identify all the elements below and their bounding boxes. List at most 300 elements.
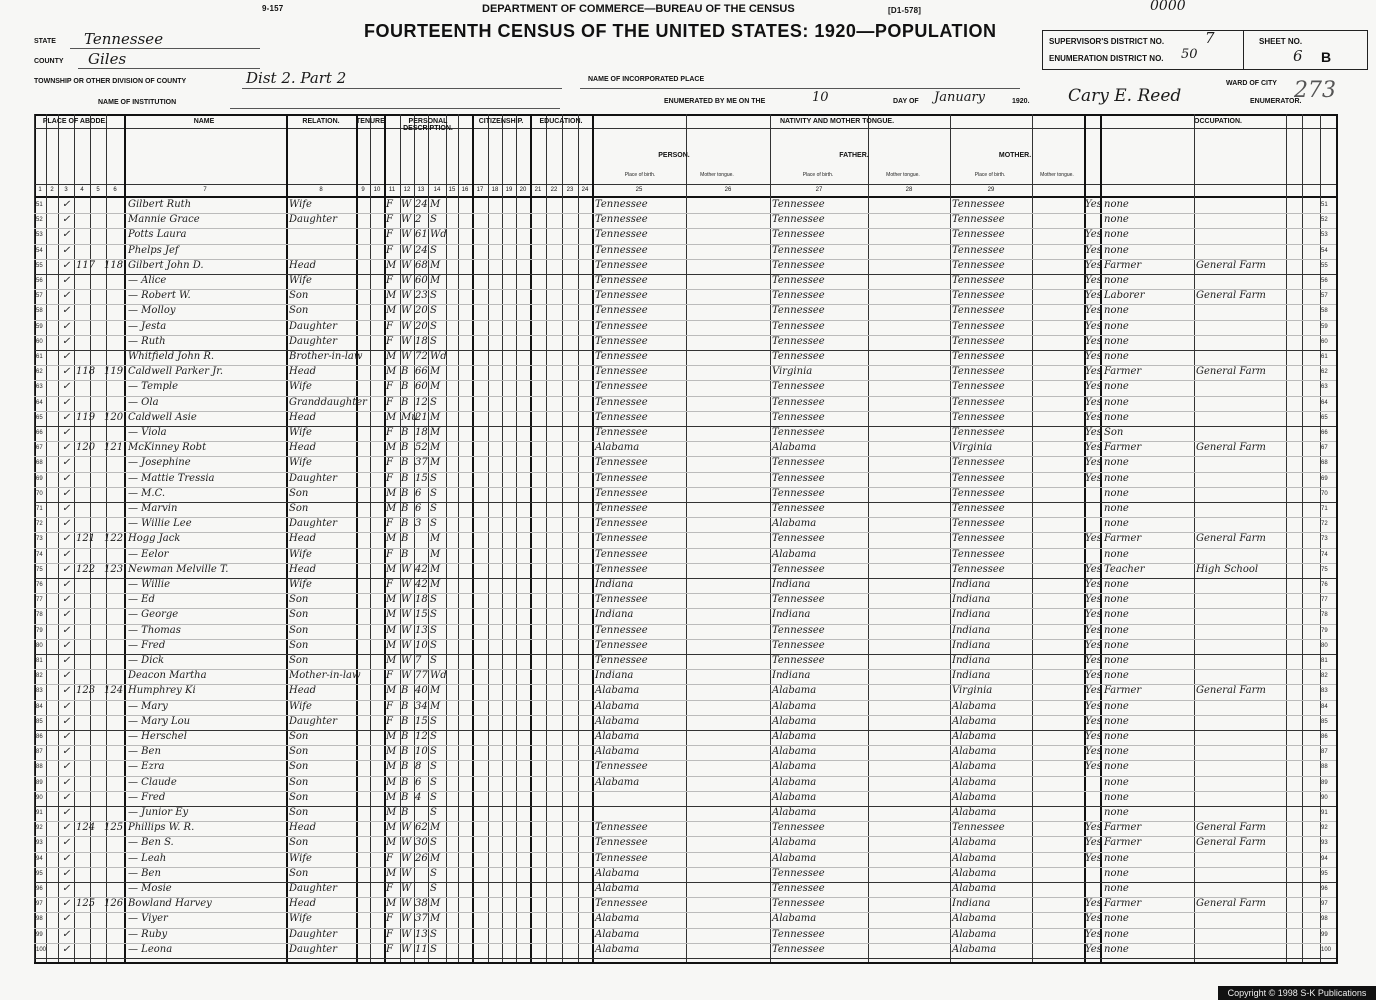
row-number-right: 94 [1321,855,1328,862]
state-rule [70,48,260,49]
check-mark-icon: ✓ [62,457,71,469]
age: 8 [415,761,422,773]
race: W [401,563,412,575]
industry [1196,518,1284,532]
father-birthplace: Alabama [772,442,817,454]
colnum-rule-top [34,184,1336,185]
family-number [104,245,126,259]
occupation: none [1104,609,1129,621]
speaks-english: Yes [1085,229,1102,241]
family-number [104,275,126,289]
check-mark-icon: ✓ [62,411,71,423]
dwelling-number [76,579,104,593]
mother-birthplace: Alabama [952,746,997,758]
speaks-english: Yes [1085,427,1102,438]
race: W [401,320,412,332]
occupation: none [1104,335,1129,347]
row-number-right: 77 [1321,597,1328,604]
check-mark-icon: ✓ [62,427,71,438]
industry [1196,609,1284,623]
speaks-english: Yes [1085,943,1102,955]
mother-birthplace: Tennessee [952,290,1005,302]
header-father: FATHER. [839,152,869,159]
person-name: — Marvin [128,503,178,514]
industry [1196,199,1284,213]
row-number: 81 [36,658,43,664]
row-number-right: 51 [1321,202,1328,208]
birthplace: Tennessee [595,457,648,469]
relation: Head [289,685,317,697]
dwelling-number [76,929,104,943]
father-birthplace: Tennessee [772,898,825,910]
father-birthplace: Alabama [772,685,817,697]
birthplace: Tennessee [595,639,648,651]
father-birthplace: Tennessee [772,244,825,256]
column-line [592,114,594,962]
family-number [104,853,126,867]
industry [1196,792,1284,806]
marital-status: S [430,837,437,849]
family-number [104,321,126,335]
marital-status: S [430,594,437,606]
race: W [401,913,412,925]
sex: M [386,867,397,879]
header-father-tongue: Mother tongue. [886,172,920,178]
dwelling-number [76,594,104,608]
mother-birthplace: Virginia [952,442,993,454]
marital-status: M [430,685,441,697]
enumeration-label: ENUMERATION DISTRICT NO. [1049,54,1164,63]
column-number: 18 [491,187,499,193]
person-name: Gilbert Ruth [128,199,192,210]
age: 38 [415,898,428,910]
dwelling-number [76,275,104,289]
marital-status: S [430,791,437,803]
relation: Son [289,624,309,636]
industry [1196,473,1284,487]
birthplace: Tennessee [595,214,648,226]
row-number: 58 [36,308,43,315]
speaks-english: Yes [1085,913,1102,925]
mother-birthplace: Indiana [952,655,991,666]
column-line [516,114,517,962]
marital-status: M [430,913,441,925]
industry [1196,245,1284,259]
occupation: Farmer [1104,533,1142,545]
race: B [401,457,409,469]
header-personal: PERSONAL DESCRIPTION. [403,118,453,132]
row-number-right: 76 [1321,582,1328,588]
sex: F [386,427,393,438]
column-line [472,114,474,962]
occupation: none [1104,624,1129,636]
row-number-right: 61 [1321,354,1328,360]
occupation: none [1104,594,1129,606]
row-number: 59 [36,323,43,330]
row-number: 72 [36,521,43,528]
family-number: 120 [104,411,124,423]
mother-birthplace: Alabama [952,913,997,925]
row-number: 76 [36,582,43,588]
speaks-english: Yes [1085,396,1102,408]
check-mark-icon: ✓ [62,731,71,742]
birthplace: Tennessee [595,533,648,545]
speaks-english [1085,883,1100,897]
family-number [104,609,126,623]
column-line [502,114,503,962]
row-number-right: 86 [1321,734,1328,740]
father-birthplace: Tennessee [772,563,825,575]
mother-birthplace: Indiana [952,609,991,621]
speaks-english: Yes [1085,533,1102,545]
father-birthplace: Tennessee [772,624,825,636]
sex: M [386,639,397,651]
age: 37 [415,457,428,469]
column-number: 9 [361,187,365,193]
mother-birthplace: Indiana [952,624,991,636]
marital-status: S [430,503,437,514]
row-number: 56 [36,278,43,284]
marital-status: M [430,822,441,834]
birthplace: Alabama [595,867,640,879]
age: 72 [415,351,428,362]
column-number: 24 [581,187,589,193]
speaks-english: Yes [1085,670,1102,682]
person-name: — George [128,609,179,621]
row-number-right: 91 [1321,810,1328,816]
industry [1196,929,1284,943]
race: B [401,366,409,378]
relation: Head [289,563,317,575]
relation: Head [289,822,317,834]
industry [1196,716,1284,730]
institution-rule [230,108,560,109]
age: 15 [415,609,428,621]
column-number: 1 [38,187,42,193]
family-number [104,716,126,730]
row-number: 90 [36,794,43,801]
industry [1196,807,1284,821]
row-number-right: 98 [1321,916,1328,923]
age: 10 [415,639,428,651]
person-name: — Fred [128,791,166,803]
sex: M [386,563,397,575]
birthplace: Indiana [595,579,634,590]
check-mark-icon: ✓ [62,928,71,940]
speaks-english [1085,792,1100,806]
check-mark-icon: ✓ [62,776,71,788]
mother-birthplace: Tennessee [952,563,1005,575]
sex: F [386,518,393,530]
speaks-english [1085,488,1100,502]
occupation: none [1104,943,1129,955]
occupation: none [1104,305,1129,317]
state-label: STATE [34,38,56,45]
father-birthplace: Tennessee [772,411,825,423]
sex: F [386,852,393,864]
occupation: Farmer [1104,442,1142,454]
sex: M [386,366,397,378]
row-number-right: 68 [1321,460,1328,467]
occupation: none [1104,883,1129,894]
dwelling-number [76,381,104,395]
marital-status: S [430,715,437,727]
age [415,807,429,821]
mother-birthplace: Tennessee [952,503,1005,514]
industry [1196,701,1284,715]
industry [1196,229,1284,243]
check-mark-icon: ✓ [62,655,71,666]
race: B [401,381,409,393]
person-name: — Junior Ey [128,807,189,818]
marital-status: S [430,867,437,879]
father-birthplace: Tennessee [772,457,825,469]
marital-status: S [430,883,437,894]
ward-label: WARD OF CITY [1226,80,1277,87]
row-number-right: 88 [1321,764,1328,771]
age [415,883,429,897]
marital-status: S [430,320,437,332]
age: 15 [415,715,428,727]
check-mark-icon: ✓ [62,746,71,758]
speaks-english: Yes [1085,199,1102,210]
birthplace: Alabama [595,913,640,925]
industry [1196,549,1284,563]
column-number: 20 [519,187,527,193]
row-number: 67 [36,445,43,452]
mother-birthplace: Tennessee [952,487,1005,499]
column-number: 10 [373,187,381,193]
mother-birthplace: Tennessee [952,822,1005,834]
column-line [74,114,75,962]
industry: General Farm [1196,442,1266,454]
person-name: — Mattie Tressia [128,472,215,484]
birthplace: Indiana [595,670,634,682]
row-number-right: 65 [1321,414,1328,421]
column-number: 4 [80,187,84,193]
birthplace: Alabama [595,928,640,940]
dwelling-number [76,761,104,775]
industry [1196,594,1284,608]
person-name: — Ben [128,746,161,758]
incorporated-label: NAME OF INCORPORATED PLACE [588,76,705,83]
header-education: EDUCATION. [539,118,583,125]
check-mark-icon: ✓ [62,305,71,317]
age: 77 [415,670,428,682]
occupation: none [1104,867,1129,879]
occupation: none [1104,518,1129,530]
stamp-side: 273 [1294,78,1336,103]
marital-status: S [430,290,437,302]
father-birthplace: Alabama [772,807,817,818]
family-number [104,837,126,851]
father-birthplace: Tennessee [772,503,825,514]
race: W [401,259,412,271]
district-box [1042,30,1368,70]
check-mark-icon: ✓ [62,214,71,226]
person-name: — Ben S. [128,837,174,849]
person-name: — Mary [128,700,168,712]
marital-status: S [430,928,437,940]
column-line [286,114,288,962]
column-line [1286,114,1287,962]
birthplace: Tennessee [595,594,648,606]
relation [289,245,355,259]
check-mark-icon: ✓ [62,791,71,803]
header-occupation: OCCUPATION. [1194,118,1242,125]
row-number-right: 96 [1321,886,1328,892]
row-number-right: 84 [1321,703,1328,710]
industry: General Farm [1196,366,1266,378]
row-number-right: 54 [1321,247,1328,254]
column-line [530,114,532,962]
dwelling-number: 125 [76,898,96,910]
family-number [104,381,126,395]
family-number [104,883,126,897]
check-mark-icon: ✓ [62,807,71,818]
speaks-english: Yes [1085,928,1102,940]
relation: Mother-in-law [289,670,361,682]
district-box-divider [1243,31,1244,69]
race: W [401,639,412,651]
check-mark-icon: ✓ [62,685,71,697]
occupation: Son [1104,427,1124,438]
dwelling-number [76,518,104,532]
marital-status: Wd [430,229,447,241]
row-number-right: 92 [1321,825,1328,832]
industry: General Farm [1196,259,1266,271]
industry [1196,305,1284,319]
row-number-right: 90 [1321,794,1328,801]
column-line [370,114,371,962]
father-birthplace: Alabama [772,761,817,773]
mother-birthplace: Tennessee [952,366,1005,378]
father-birthplace: Alabama [772,852,817,864]
industry: High School [1196,563,1259,575]
father-birthplace: Tennessee [772,351,825,362]
race: W [401,943,412,955]
age: 40 [415,685,428,697]
race: W [401,822,412,834]
father-birthplace: Tennessee [772,335,825,347]
person-name: — Ruby [128,928,168,940]
person-name: — Alice [128,275,167,286]
father-birthplace: Alabama [772,837,817,849]
marital-status: S [430,807,437,818]
mother-birthplace: Alabama [952,883,997,894]
father-birthplace: Tennessee [772,381,825,393]
relation: Wife [289,199,312,210]
speaks-english: Yes [1085,685,1102,697]
mother-birthplace: Tennessee [952,548,1005,560]
sex: M [386,761,397,773]
row-number: 88 [36,764,43,771]
day-of-label: DAY OF [893,98,919,105]
occupation: Farmer [1104,685,1142,697]
sex: M [386,594,397,606]
birthplace: Tennessee [595,229,648,241]
mother-birthplace: Tennessee [952,320,1005,332]
enumerator-label: ENUMERATOR. [1250,98,1302,105]
row-number-right: 100 [1321,946,1332,953]
age: 24 [415,199,428,210]
row-number: 70 [36,490,43,497]
row-number: 91 [36,810,43,816]
occupation: none [1104,548,1129,560]
row-number: 53 [36,232,43,239]
age: 30 [415,837,428,849]
birthplace: Tennessee [595,366,648,378]
dwelling-number: 123 [76,685,96,697]
relation: Son [289,807,309,818]
birthplace: Tennessee [595,563,648,575]
industry [1196,868,1284,882]
sex: M [386,442,397,454]
birthplace: Tennessee [595,259,648,271]
occupation: none [1104,731,1129,742]
column-line [868,114,869,962]
family-number [104,518,126,532]
birthplace: Tennessee [595,351,648,362]
row-number-right: 72 [1321,521,1328,528]
township-rule [242,88,562,89]
row-number-right: 57 [1321,293,1328,300]
occupation: none [1104,928,1129,940]
row-number-right: 60 [1321,338,1328,345]
sex: M [386,807,397,818]
speaks-english: Yes [1085,290,1102,302]
birthplace: Indiana [595,609,634,621]
column-number: 5 [96,187,100,193]
race: B [401,518,409,530]
occupation: none [1104,776,1129,788]
relation: Brother-in-law [289,351,363,362]
dwelling-number [76,701,104,715]
occupation: none [1104,214,1129,226]
person-name: — Robert W. [128,290,191,302]
occupation: none [1104,700,1129,712]
speaks-english: Yes [1085,381,1102,393]
industry [1196,503,1284,517]
industry [1196,777,1284,791]
mother-birthplace: Alabama [952,776,997,788]
check-mark-icon: ✓ [62,199,71,210]
family-number [104,625,126,639]
row-number-right: 81 [1321,658,1328,664]
race: B [401,685,409,697]
person-name: Whitfield John R. [128,351,215,362]
check-mark-icon: ✓ [62,913,71,925]
dwelling-number [76,670,104,684]
person-name: — Molloy [128,305,176,317]
relation: Daughter [289,320,337,332]
column-number: 2 [50,187,54,193]
relation: Daughter [289,715,337,727]
row-number: 54 [36,247,43,254]
dwelling-number [76,427,104,441]
dwelling-number [76,807,104,821]
county-value: Giles [88,50,127,68]
speaks-english: Yes [1085,639,1102,651]
sex: M [386,503,397,514]
column-number: 28 [905,187,913,193]
industry: General Farm [1196,837,1266,849]
family-number [104,229,126,243]
group-header-rule [34,128,1336,129]
marital-status: M [430,700,441,712]
header-mother-pob: Place of birth. [974,172,1006,178]
relation: Wife [289,700,312,712]
